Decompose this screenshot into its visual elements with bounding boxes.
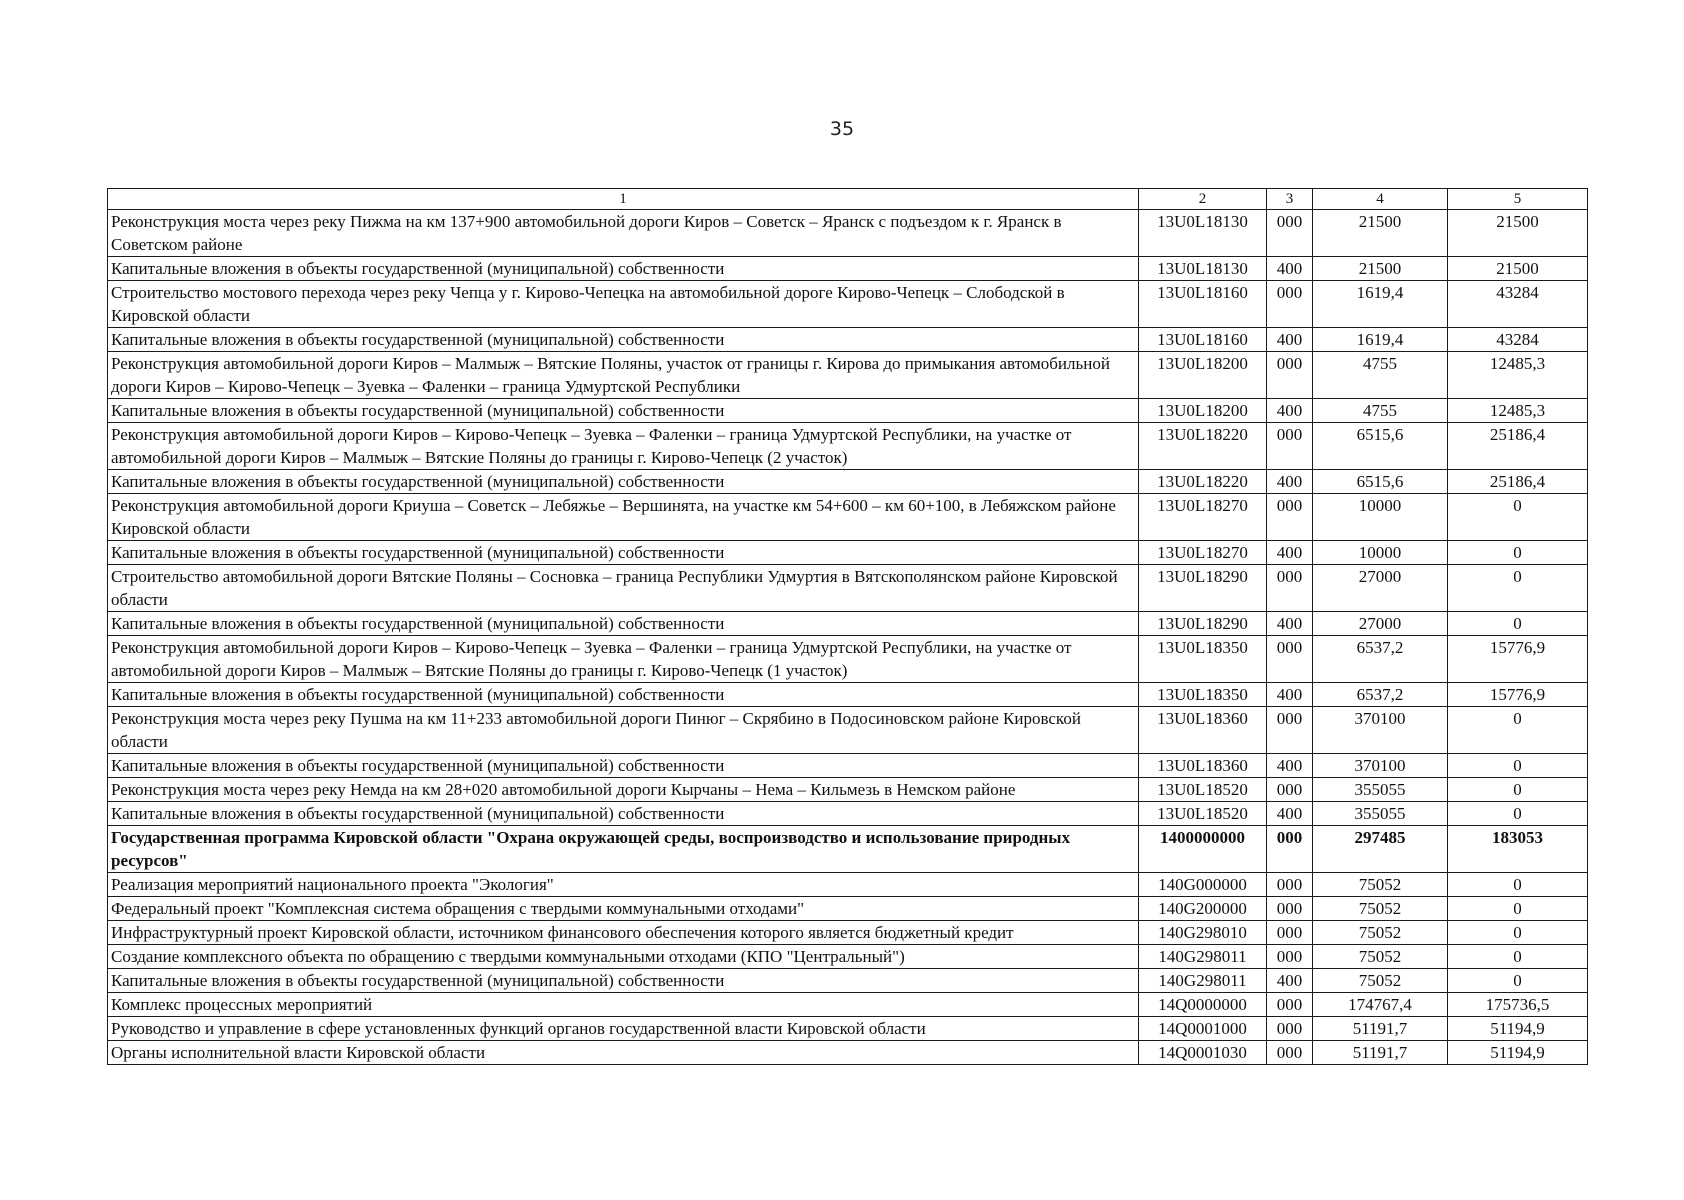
- row-code-cell: 140G200000: [1139, 897, 1267, 921]
- header-cell: 4: [1313, 189, 1448, 210]
- row-expense-type-cell: 400: [1267, 328, 1313, 352]
- row-value-col5-cell: 0: [1448, 921, 1588, 945]
- row-value-col4-cell: 6515,6: [1313, 470, 1448, 494]
- row-value-col4-cell: 174767,4: [1313, 993, 1448, 1017]
- table-row: [108, 470, 1588, 494]
- table-row: [108, 754, 1588, 778]
- row-name-cell: Строительство мостового перехода через реку Чепца у г. Кирово-Чепецка на автомобильной дороге Кирово-Чепецк – Слободской в Кировской области: [108, 281, 1139, 328]
- row-value-col5-cell: 0: [1448, 945, 1588, 969]
- row-expense-type-cell: 000: [1267, 636, 1313, 683]
- row-name-cell: Создание комплексного объекта по обращению с твердыми коммунальными отходами (КПО "Центральный"): [108, 945, 1139, 969]
- row-expense-type-cell: 000: [1267, 707, 1313, 754]
- row-expense-type-cell: 000: [1267, 210, 1313, 257]
- table-row: [108, 707, 1588, 754]
- table-row: [108, 1017, 1588, 1041]
- row-name-cell: Реконструкция автомобильной дороги Киров – Кирово-Чепецк – Зуевка – Фаленки – граница Удмуртской Республики, на участке от автомобильной дороги Киров – Малмыж – Вятские Поляны до границы г. Кирово-Чепецк (2 участок): [108, 423, 1139, 470]
- row-code-cell: 13U0L18350: [1139, 636, 1267, 683]
- row-value-col4-cell: 4755: [1313, 399, 1448, 423]
- row-expense-type-cell: 000: [1267, 993, 1313, 1017]
- row-code-cell: 140G298010: [1139, 921, 1267, 945]
- row-value-col5-cell: 12485,3: [1448, 352, 1588, 399]
- row-value-col4-cell: 27000: [1313, 612, 1448, 636]
- row-name-cell: Капитальные вложения в объекты государственной (муниципальной) собственности: [108, 969, 1139, 993]
- row-expense-type-cell: 000: [1267, 494, 1313, 541]
- row-expense-type-cell: 400: [1267, 399, 1313, 423]
- row-code-cell: 13U0L18350: [1139, 683, 1267, 707]
- row-expense-type-cell: 400: [1267, 802, 1313, 826]
- row-expense-type-cell: 000: [1267, 921, 1313, 945]
- row-value-col5-cell: 0: [1448, 565, 1588, 612]
- header-row: [108, 189, 1588, 210]
- row-name-cell: Государственная программа Кировской области "Охрана окружающей среды, воспроизводство и использование природных ресурсов": [108, 826, 1139, 873]
- row-code-cell: 13U0L18360: [1139, 754, 1267, 778]
- row-name-cell: Федеральный проект "Комплексная система обращения с твердыми коммунальными отходами": [108, 897, 1139, 921]
- row-value-col4-cell: 10000: [1313, 494, 1448, 541]
- row-code-cell: 13U0L18360: [1139, 707, 1267, 754]
- row-expense-type-cell: 000: [1267, 565, 1313, 612]
- table-row: [108, 423, 1588, 470]
- row-value-col5-cell: 51194,9: [1448, 1041, 1588, 1065]
- header-cell: 5: [1448, 189, 1588, 210]
- row-code-cell: 13U0L18200: [1139, 352, 1267, 399]
- row-value-col5-cell: 0: [1448, 873, 1588, 897]
- row-value-col5-cell: 15776,9: [1448, 636, 1588, 683]
- table-row: [108, 921, 1588, 945]
- row-code-cell: 140G298011: [1139, 969, 1267, 993]
- row-value-col5-cell: 43284: [1448, 328, 1588, 352]
- row-code-cell: 14Q0001000: [1139, 1017, 1267, 1041]
- table-row: [108, 210, 1588, 257]
- row-expense-type-cell: 400: [1267, 969, 1313, 993]
- row-value-col5-cell: 15776,9: [1448, 683, 1588, 707]
- row-value-col4-cell: 75052: [1313, 873, 1448, 897]
- row-value-col4-cell: 1619,4: [1313, 328, 1448, 352]
- row-expense-type-cell: 400: [1267, 257, 1313, 281]
- row-code-cell: 13U0L18270: [1139, 541, 1267, 565]
- row-value-col5-cell: 43284: [1448, 281, 1588, 328]
- row-value-col5-cell: 0: [1448, 494, 1588, 541]
- row-value-col5-cell: 25186,4: [1448, 470, 1588, 494]
- row-code-cell: 13U0L18220: [1139, 423, 1267, 470]
- row-value-col4-cell: 297485: [1313, 826, 1448, 873]
- row-value-col4-cell: 75052: [1313, 945, 1448, 969]
- table-row: [108, 802, 1588, 826]
- table-row: [108, 541, 1588, 565]
- row-expense-type-cell: 400: [1267, 470, 1313, 494]
- row-name-cell: Капитальные вложения в объекты государственной (муниципальной) собственности: [108, 328, 1139, 352]
- table-row: [108, 778, 1588, 802]
- row-value-col4-cell: 370100: [1313, 754, 1448, 778]
- row-name-cell: Руководство и управление в сфере установленных функций органов государственной власти Кировской области: [108, 1017, 1139, 1041]
- row-code-cell: 140G000000: [1139, 873, 1267, 897]
- header-cell: 2: [1139, 189, 1267, 210]
- row-code-cell: 13U0L18200: [1139, 399, 1267, 423]
- row-expense-type-cell: 400: [1267, 754, 1313, 778]
- table-row: [108, 494, 1588, 541]
- row-name-cell: Капитальные вложения в объекты государственной (муниципальной) собственности: [108, 754, 1139, 778]
- row-expense-type-cell: 000: [1267, 423, 1313, 470]
- row-value-col4-cell: 27000: [1313, 565, 1448, 612]
- row-expense-type-cell: 000: [1267, 897, 1313, 921]
- table-row: [108, 969, 1588, 993]
- row-code-cell: 13U0L18220: [1139, 470, 1267, 494]
- row-code-cell: 14Q0000000: [1139, 993, 1267, 1017]
- table-row: [108, 328, 1588, 352]
- row-value-col5-cell: 0: [1448, 778, 1588, 802]
- row-name-cell: Капитальные вложения в объекты государственной (муниципальной) собственности: [108, 257, 1139, 281]
- row-expense-type-cell: 000: [1267, 778, 1313, 802]
- row-code-cell: 13U0L18130: [1139, 257, 1267, 281]
- row-code-cell: 13U0L18270: [1139, 494, 1267, 541]
- row-expense-type-cell: 000: [1267, 1017, 1313, 1041]
- table-row: [108, 897, 1588, 921]
- row-expense-type-cell: 400: [1267, 612, 1313, 636]
- row-value-col5-cell: 0: [1448, 969, 1588, 993]
- page-number: 35: [829, 118, 855, 140]
- row-name-cell: Реконструкция автомобильной дороги Киров – Кирово-Чепецк – Зуевка – Фаленки – граница Удмуртской Республики, на участке от автомобильной дороги Киров – Малмыж – Вятские Поляны до границы г. Кирово-Чепецк (1 участок): [108, 636, 1139, 683]
- table-row: [108, 993, 1588, 1017]
- row-name-cell: Капитальные вложения в объекты государственной (муниципальной) собственности: [108, 470, 1139, 494]
- row-expense-type-cell: 000: [1267, 873, 1313, 897]
- row-code-cell: 13U0L18160: [1139, 328, 1267, 352]
- table-row: [108, 281, 1588, 328]
- row-code-cell: 13U0L18130: [1139, 210, 1267, 257]
- row-value-col5-cell: 0: [1448, 802, 1588, 826]
- row-value-col5-cell: 175736,5: [1448, 993, 1588, 1017]
- row-expense-type-cell: 000: [1267, 1041, 1313, 1065]
- budget-table: [107, 188, 1588, 1065]
- row-value-col4-cell: 10000: [1313, 541, 1448, 565]
- row-value-col4-cell: 6537,2: [1313, 636, 1448, 683]
- row-code-cell: 13U0L18290: [1139, 612, 1267, 636]
- row-name-cell: Капитальные вложения в объекты государственной (муниципальной) собственности: [108, 399, 1139, 423]
- row-code-cell: 140G298011: [1139, 945, 1267, 969]
- row-value-col4-cell: 6537,2: [1313, 683, 1448, 707]
- row-name-cell: Капитальные вложения в объекты государственной (муниципальной) собственности: [108, 541, 1139, 565]
- table-body: [108, 210, 1588, 1065]
- table-row: [108, 873, 1588, 897]
- row-value-col5-cell: 0: [1448, 541, 1588, 565]
- row-name-cell: Инфраструктурный проект Кировской области, источником финансового обеспечения которого является бюджетный кредит: [108, 921, 1139, 945]
- row-code-cell: 13U0L18290: [1139, 565, 1267, 612]
- row-code-cell: 13U0L18160: [1139, 281, 1267, 328]
- row-value-col4-cell: 21500: [1313, 210, 1448, 257]
- row-name-cell: Реконструкция автомобильной дороги Киров – Малмыж – Вятские Поляны, участок от границы г. Кирова до примыкания автомобильной дороги Киров – Кирово-Чепецк – Зуевка – Фаленки – граница Удмуртской Республики: [108, 352, 1139, 399]
- row-value-col4-cell: 1619,4: [1313, 281, 1448, 328]
- row-value-col4-cell: 4755: [1313, 352, 1448, 399]
- row-name-cell: Капитальные вложения в объекты государственной (муниципальной) собственности: [108, 802, 1139, 826]
- table-row: [108, 945, 1588, 969]
- row-code-cell: 13U0L18520: [1139, 778, 1267, 802]
- row-value-col4-cell: 75052: [1313, 969, 1448, 993]
- row-name-cell: Капитальные вложения в объекты государственной (муниципальной) собственности: [108, 612, 1139, 636]
- row-value-col5-cell: 25186,4: [1448, 423, 1588, 470]
- row-expense-type-cell: 000: [1267, 945, 1313, 969]
- row-code-cell: 14Q0001030: [1139, 1041, 1267, 1065]
- row-value-col5-cell: 12485,3: [1448, 399, 1588, 423]
- row-name-cell: Реконструкция автомобильной дороги Криуша – Советск – Лебяжье – Вершинята, на участке км 54+600 – км 60+100, в Лебяжском районе Кировской области: [108, 494, 1139, 541]
- row-value-col4-cell: 355055: [1313, 778, 1448, 802]
- row-value-col5-cell: 51194,9: [1448, 1017, 1588, 1041]
- header-cell: 1: [108, 189, 1139, 210]
- row-name-cell: Строительство автомобильной дороги Вятские Поляны – Сосновка – граница Республики Удмуртия в Вятскополянском районе Кировской области: [108, 565, 1139, 612]
- row-name-cell: Капитальные вложения в объекты государственной (муниципальной) собственности: [108, 683, 1139, 707]
- table-row: [108, 257, 1588, 281]
- table-row: [108, 565, 1588, 612]
- row-expense-type-cell: 400: [1267, 541, 1313, 565]
- row-value-col4-cell: 21500: [1313, 257, 1448, 281]
- row-value-col5-cell: 183053: [1448, 826, 1588, 873]
- row-value-col4-cell: 51191,7: [1313, 1041, 1448, 1065]
- row-expense-type-cell: 000: [1267, 352, 1313, 399]
- row-value-col5-cell: 0: [1448, 612, 1588, 636]
- row-name-cell: Реконструкция моста через реку Немда на км 28+020 автомобильной дороги Кырчаны – Нема – Кильмезь в Немском районе: [108, 778, 1139, 802]
- table-row: [108, 352, 1588, 399]
- row-value-col5-cell: 0: [1448, 897, 1588, 921]
- row-code-cell: 1400000000: [1139, 826, 1267, 873]
- row-value-col4-cell: 370100: [1313, 707, 1448, 754]
- row-expense-type-cell: 000: [1267, 826, 1313, 873]
- row-name-cell: Реконструкция моста через реку Пушма на км 11+233 автомобильной дороги Пинюг – Скрябино в Подосиновском районе Кировской области: [108, 707, 1139, 754]
- row-name-cell: Комплекс процессных мероприятий: [108, 993, 1139, 1017]
- table-row: [108, 683, 1588, 707]
- table-row: [108, 826, 1588, 873]
- row-code-cell: 13U0L18520: [1139, 802, 1267, 826]
- row-value-col5-cell: 21500: [1448, 257, 1588, 281]
- row-value-col4-cell: 51191,7: [1313, 1017, 1448, 1041]
- row-value-col5-cell: 21500: [1448, 210, 1588, 257]
- row-value-col5-cell: 0: [1448, 754, 1588, 778]
- table-row: [108, 399, 1588, 423]
- row-name-cell: Реконструкция моста через реку Пижма на км 137+900 автомобильной дороги Киров – Советск – Яранск с подъездом к г. Яранск в Советском районе: [108, 210, 1139, 257]
- row-value-col4-cell: 6515,6: [1313, 423, 1448, 470]
- table-row: [108, 612, 1588, 636]
- header-cell: 3: [1267, 189, 1313, 210]
- table-row: [108, 636, 1588, 683]
- row-name-cell: Органы исполнительной власти Кировской области: [108, 1041, 1139, 1065]
- table-row: [108, 1041, 1588, 1065]
- row-value-col5-cell: 0: [1448, 707, 1588, 754]
- row-expense-type-cell: 000: [1267, 281, 1313, 328]
- row-value-col4-cell: 75052: [1313, 921, 1448, 945]
- row-value-col4-cell: 355055: [1313, 802, 1448, 826]
- row-expense-type-cell: 400: [1267, 683, 1313, 707]
- row-name-cell: Реализация мероприятий национального проекта "Экология": [108, 873, 1139, 897]
- row-value-col4-cell: 75052: [1313, 897, 1448, 921]
